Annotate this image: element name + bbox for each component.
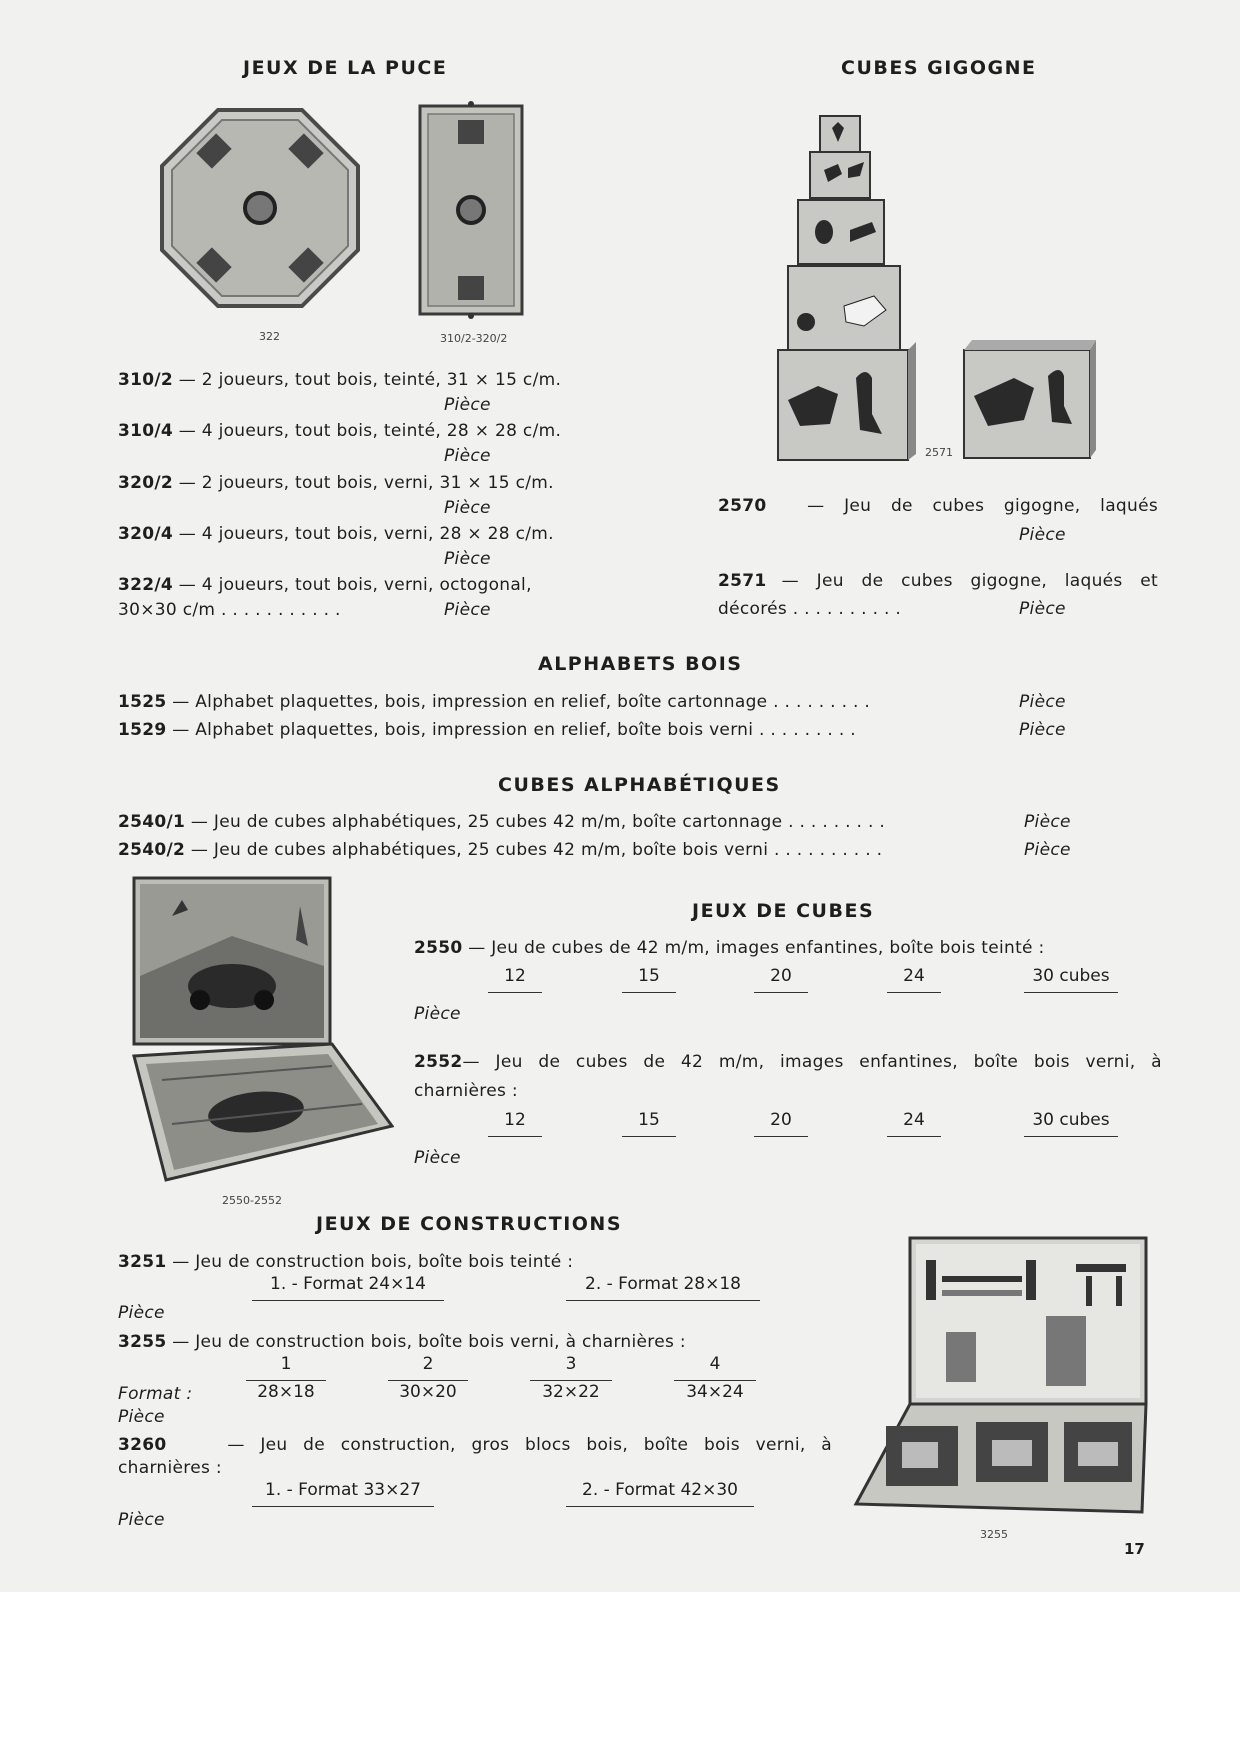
size-option: 20: [754, 966, 808, 993]
list-item: 2540/1 — Jeu de cubes alphabétiques, 25 cubes 42 m/m, boîte cartonnage . . . . . . . . .: [118, 812, 886, 832]
caption-3255: 3255: [980, 1528, 1008, 1541]
unit-label: Pièce: [444, 395, 491, 415]
list-item-cont: décorés . . . . . . . . . .: [718, 599, 902, 619]
list-item: 1525 — Alphabet plaquettes, bois, impression en relief, boîte cartonnage . . . . . . . . .: [118, 692, 871, 712]
size-option: 30 cubes: [1024, 966, 1118, 993]
unit-label: Pièce: [118, 1303, 165, 1323]
list-item: 3251 — Jeu de construction bois, boîte bois teinté :: [118, 1252, 574, 1272]
caption-2571: 2571: [925, 446, 953, 459]
list-item: 2570 — Jeu de cubes gigogne, laqués: [718, 496, 1158, 516]
list-item: 310/4 — 4 joueurs, tout bois, teinté, 28 × 28 c/m.: [118, 421, 562, 441]
model-number: 1: [246, 1354, 326, 1381]
size-option: 12: [488, 966, 542, 993]
size-option: 24: [887, 1110, 941, 1137]
format-option: 2. - Format 28×18: [566, 1274, 760, 1301]
caption-310-2-320-2: 310/2-320/2: [440, 332, 508, 345]
size-option: 24: [887, 966, 941, 993]
construction-set-photo: [846, 1236, 1148, 1526]
section-title-cubes-alpha: CUBES ALPHABÉTIQUES: [498, 774, 781, 796]
unit-label: Pièce: [1019, 525, 1066, 545]
octagonal-game-photo: [160, 108, 360, 308]
size-option: 20: [754, 1110, 808, 1137]
list-item: 322/4 — 4 joueurs, tout bois, verni, octogonal,: [118, 575, 532, 595]
size-value: 32×22: [542, 1382, 600, 1402]
unit-label: Pièce: [118, 1510, 165, 1530]
model-number: 4: [674, 1354, 756, 1381]
unit-label: Pièce: [1019, 692, 1066, 712]
unit-label: Pièce: [444, 446, 491, 466]
unit-label: Pièce: [444, 549, 491, 569]
size-option: 30 cubes: [1024, 1110, 1118, 1137]
list-item: 3260 — Jeu de construction, gros blocs bois, boîte bois verni, à: [118, 1435, 832, 1455]
size-option: 15: [622, 966, 676, 993]
size-value: 28×18: [257, 1382, 315, 1402]
unit-label: Pièce: [444, 498, 491, 518]
section-title-jeux-puce: JEUX DE LA PUCE: [243, 57, 448, 79]
list-item: 2540/2 — Jeu de cubes alphabétiques, 25 cubes 42 m/m, boîte bois verni . . . . . . . . . .: [118, 840, 883, 860]
cube-box-photo: [132, 876, 394, 1182]
nesting-cubes-photo: [776, 110, 1104, 462]
list-item: 3255 — Jeu de construction bois, boîte bois verni, à charnières :: [118, 1332, 686, 1352]
section-title-alphabets: ALPHABETS BOIS: [538, 653, 743, 675]
unit-label: Pièce: [118, 1407, 165, 1427]
page-number: 17: [1124, 1540, 1145, 1558]
unit-label: Pièce: [1019, 599, 1066, 619]
unit-label: Pièce: [444, 600, 491, 620]
unit-label: Pièce: [1024, 840, 1071, 860]
list-item: 1529 — Alphabet plaquettes, bois, impression en relief, boîte bois verni . . . . . . . . .: [118, 720, 856, 740]
format-option: 1. - Format 24×14: [252, 1274, 444, 1301]
unit-label: Pièce: [414, 1148, 461, 1168]
model-number: 3: [530, 1354, 612, 1381]
section-title-cubes-gigogne: CUBES GIGOGNE: [841, 57, 1037, 79]
list-item: 320/2 — 2 joueurs, tout bois, verni, 31 × 15 c/m.: [118, 473, 554, 493]
model-number: 2: [388, 1354, 468, 1381]
list-item-cont: charnières :: [118, 1458, 222, 1478]
list-item: 2550 — Jeu de cubes de 42 m/m, images enfantines, boîte bois teinté :: [414, 938, 1045, 958]
size-value: 30×20: [399, 1382, 457, 1402]
section-title-jeux-cubes: JEUX DE CUBES: [692, 900, 875, 922]
caption-2550-2552: 2550-2552: [222, 1194, 282, 1207]
size-value: 34×24: [686, 1382, 744, 1402]
list-item: 310/2 — 2 joueurs, tout bois, teinté, 31 × 15 c/m.: [118, 370, 562, 390]
unit-label: Pièce: [1024, 812, 1071, 832]
unit-label: Pièce: [1019, 720, 1066, 740]
unit-label: Pièce: [414, 1004, 461, 1024]
section-title-constructions: JEUX DE CONSTRUCTIONS: [316, 1213, 623, 1235]
format-option: 2. - Format 42×30: [566, 1480, 754, 1507]
size-option: 15: [622, 1110, 676, 1137]
list-item-cont: 30×30 c/m . . . . . . . . . . .: [118, 600, 341, 620]
list-item: 2552 — Jeu de cubes de 42 m/m, images enfantines, boîte bois verni, à: [414, 1052, 1162, 1072]
list-item: 2571 — Jeu de cubes gigogne, laqués et: [718, 571, 1158, 591]
caption-322: 322: [259, 330, 280, 343]
size-option: 12: [488, 1110, 542, 1137]
rectangular-game-photo: [418, 100, 524, 320]
list-item-cont: charnières :: [414, 1081, 518, 1101]
format-label: Format :: [118, 1384, 193, 1404]
format-option: 1. - Format 33×27: [252, 1480, 434, 1507]
list-item: 320/4 — 4 joueurs, tout bois, verni, 28 × 28 c/m.: [118, 524, 554, 544]
